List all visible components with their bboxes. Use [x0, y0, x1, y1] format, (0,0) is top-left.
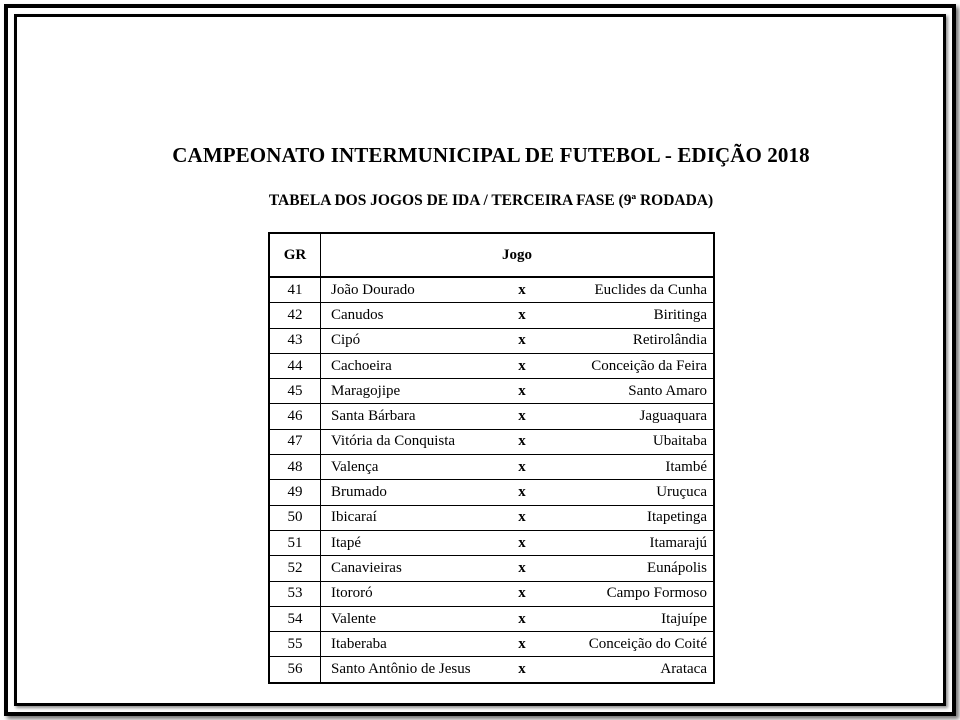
group-number-cell: 45: [269, 379, 321, 404]
versus-cell: x: [501, 530, 543, 555]
away-team-cell: Biritinga: [543, 303, 714, 328]
table-row: [269, 581, 714, 606]
away-team-cell: Retirolândia: [543, 328, 714, 353]
home-team-cell: Itororó: [321, 581, 502, 606]
group-number-cell: 46: [269, 404, 321, 429]
group-number-cell: 42: [269, 303, 321, 328]
away-team-cell: Uruçuca: [543, 480, 714, 505]
table-row: [269, 404, 714, 429]
table-row: [269, 632, 714, 657]
group-number-cell: 50: [269, 505, 321, 530]
table-row: [269, 657, 714, 683]
home-team-cell: Vitória da Conquista: [321, 429, 502, 454]
home-team-cell: Ibicaraí: [321, 505, 502, 530]
group-number-cell: 41: [269, 277, 321, 303]
away-team-cell: Eunápolis: [543, 556, 714, 581]
versus-cell: x: [501, 606, 543, 631]
versus-cell: x: [501, 455, 543, 480]
table-row: [269, 277, 714, 303]
versus-cell: x: [501, 353, 543, 378]
header-group: GR: [269, 233, 321, 277]
table-row: [269, 328, 714, 353]
versus-cell: x: [501, 480, 543, 505]
away-team-cell: Itamarajú: [543, 530, 714, 555]
table-header-row: [269, 233, 714, 277]
away-team-cell: Santo Amaro: [543, 379, 714, 404]
home-team-cell: Maragojipe: [321, 379, 502, 404]
table-row: [269, 455, 714, 480]
away-team-cell: Ubaitaba: [543, 429, 714, 454]
home-team-cell: Santo Antônio de Jesus: [331, 661, 471, 678]
home-team-cell: Valente: [321, 606, 502, 631]
home-team-cell: João Dourado: [321, 277, 502, 303]
header-game: Jogo: [321, 233, 715, 277]
group-number-cell: 47: [269, 429, 321, 454]
home-team-cell: Santa Bárbara: [321, 404, 502, 429]
table-row: [269, 505, 714, 530]
versus-cell: x: [501, 379, 543, 404]
table-row: [269, 530, 714, 555]
versus-cell: x: [518, 661, 526, 678]
versus-cell: x: [501, 404, 543, 429]
home-team-cell: Cachoeira: [321, 353, 502, 378]
away-team-cell: Conceição do Coité: [543, 632, 714, 657]
versus-cell: x: [501, 277, 543, 303]
group-number-cell: 53: [269, 581, 321, 606]
versus-cell: x: [501, 581, 543, 606]
versus-cell: x: [501, 328, 543, 353]
table-row: [269, 353, 714, 378]
table-row: [269, 379, 714, 404]
away-team-cell: Itajuípe: [543, 606, 714, 631]
table-row: [269, 303, 714, 328]
group-number-cell: 51: [269, 530, 321, 555]
versus-cell: x: [501, 505, 543, 530]
group-number-cell: 54: [269, 606, 321, 631]
away-team-cell: Itapetinga: [543, 505, 714, 530]
home-team-cell: Cipó: [321, 328, 502, 353]
versus-cell: x: [501, 429, 543, 454]
home-team-cell: Valença: [321, 455, 502, 480]
table-row: [269, 606, 714, 631]
away-team-cell: Jaguaquara: [543, 404, 714, 429]
group-number-cell: 55: [269, 632, 321, 657]
group-number-cell: 49: [269, 480, 321, 505]
away-team-cell: Itambé: [543, 455, 714, 480]
group-number-cell: 56: [269, 657, 321, 683]
group-number-cell: 43: [269, 328, 321, 353]
away-team-cell: Conceição da Feira: [543, 353, 714, 378]
document-subtitle: TABELA DOS JOGOS DE IDA / TERCEIRA FASE (9ª RODADA): [268, 192, 714, 209]
away-team-cell: Campo Formoso: [543, 581, 714, 606]
table-row: [269, 480, 714, 505]
home-team-cell: Itapé: [321, 530, 502, 555]
table-row: [269, 556, 714, 581]
group-number-cell: 44: [269, 353, 321, 378]
home-team-cell: Canudos: [321, 303, 502, 328]
games-table-body: [269, 277, 714, 683]
away-team-cell: Euclides da Cunha: [543, 277, 714, 303]
group-number-cell: 52: [269, 556, 321, 581]
home-team-cell: Itaberaba: [321, 632, 502, 657]
versus-cell: x: [501, 556, 543, 581]
home-team-cell: Brumado: [321, 480, 502, 505]
table-row: [269, 429, 714, 454]
document-title: CAMPEONATO INTERMUNICIPAL DE FUTEBOL - EDIÇÃO 2018: [172, 143, 810, 167]
home-team-cell: Canavieiras: [321, 556, 502, 581]
versus-cell: x: [501, 303, 543, 328]
versus-cell: x: [501, 632, 543, 657]
away-team-cell: Arataca: [660, 661, 707, 678]
group-number-cell: 48: [269, 455, 321, 480]
games-table: [268, 232, 715, 684]
